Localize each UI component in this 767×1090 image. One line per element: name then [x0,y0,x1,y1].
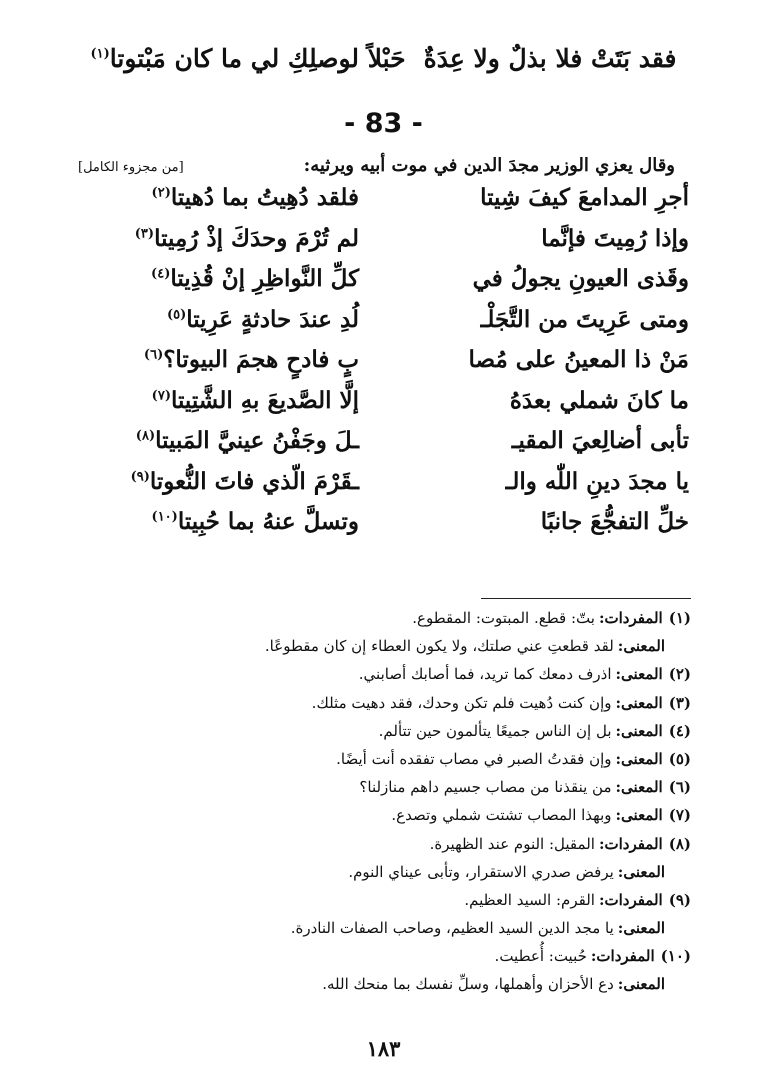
footnote-text: بتّ: قطع. المبتوت: المقطوع. [412,609,595,627]
footnote-line [60,914,691,942]
verse-second-hemistich: فلقد دُهِيتُ بما دُهيتا$^{(٢)}$ [151,184,360,211]
verse-second-hemistich: وتسلَّ عنهُ بما حُبِيتا$^{(١٠)}$ [151,508,360,535]
verse-line [78,225,689,266]
verse-line [78,184,689,225]
intro-text: وقال يعزي الوزير مجدَ الدين في موت أبيه ويرثيه: [303,155,675,176]
footnote-label: المعنى: [617,637,665,656]
verse-second-hemistich: إلَّا الصَّديعَ بهِ الشَّتِيتا$^{(٧)}$ [151,386,360,414]
footnote-number: (٧) [668,806,691,825]
footnote-line [60,717,691,745]
footnote-label: المعنى: [615,693,663,712]
footnote-label: المفردات: [598,890,663,909]
footnote-number: (٩) [668,890,691,909]
footnote-line [60,942,691,970]
footnote-ref: (٦) [143,347,164,363]
footnote-ref: (٧) [151,387,171,403]
poem [78,184,689,549]
footnote-ref: (٩) [130,468,150,484]
footnote-label: المعنى: [615,749,663,768]
verse-second-hemistich: لُدِ عندَ حادثةٍ عَرِيتا$^{(٥)}$ [166,305,360,333]
footnote-line [60,632,691,660]
footnote-line [60,689,691,717]
verse-second-hemistich: ـلَ وجَفْنُ عينيَّ المَبيتا$^{(٨)}$ [135,427,360,454]
footnote-line [60,745,691,773]
verse-first-hemistich: يا مجدَ دينِ اللّٰه والـ [505,467,689,495]
verse-first-hemistich: تأبى أضالِعيَ المقيـ [511,427,689,454]
footnote-label: المعنى: [615,806,663,825]
verse-first-hemistich: مَنْ ذا المعينُ على مُصا [468,346,689,373]
verse-line [78,346,689,387]
footnote-label: المعنى: [615,778,663,797]
footnote-line [60,830,691,858]
continued-verse [60,44,707,73]
verse-second-hemistich: لم تُرْمَ وحدَكَ إذْ رُمِيتا$^{(٣)}$ [134,224,360,252]
footnote-ref: (١) [90,46,110,62]
footnote-label: المعنى: [617,975,665,994]
verse-first-hemistich: وقَذى العيونِ يجولُ في [472,265,689,292]
footnote-number: (٨) [668,834,691,853]
footnote-label: المعنى: [617,862,665,881]
footnote-divider [481,598,691,599]
poem-introduction [78,155,675,176]
footnote-line [60,970,691,998]
verse-line [78,468,689,509]
footnote-line [60,660,691,688]
meter-label: [من مجزوء الكامل] [78,160,184,175]
verse-first-hemistich: ومتى عَرِيتَ من التَّجَلْـ [480,305,689,333]
footnote-text: يرفض صدري الاستقرار، وتأبى عيناي النوم. [348,862,614,881]
verse-line [78,387,689,428]
arabic-page-number: ١٨٣ [366,1036,401,1061]
verse-first-hemistich: وإذا رُمِيتَ فإنَّما [541,224,689,252]
footnote-label: المعنى: [615,665,663,684]
footnote-number: (٢) [668,665,691,684]
footnote-number: (٣) [668,693,691,712]
footnote-text: بل إن الناس جميعًا يتألمون حين تتألم. [378,721,612,740]
footnote-number: (٤) [668,721,691,740]
verse-first-hemistich: ما كانَ شملي بعدَهُ [509,386,689,414]
footnote-ref: (١٠) [151,509,178,525]
footnote-label: المفردات: [590,947,655,966]
footnote-text: وبهذا المصاب تشتت شملي وتصدع. [391,806,612,825]
footnote-ref: (٤) [151,266,171,282]
verse-second-hemistich: كلِّ النَّواظِرِ إنْ قُذِيتا$^{(٤)}$ [151,265,360,292]
verse-second-hemistich: ـقَرْمَ الّذي فاتَ النُّعوتا$^{(٩)}$ [130,467,360,495]
verse-line [78,427,689,468]
footnote-line [60,858,691,886]
footnote-text: وإن فقدتُ الصبر في مصاب تفقده أنت أيضًا. [336,749,612,768]
footnote-number: (١٠) [660,947,691,966]
footnote-line [60,773,691,801]
verse-line [78,265,689,306]
verse-first-hemistich: خلِّ التفجُّعَ جانبًا [540,508,689,535]
footnote-ref: (٣) [134,225,155,241]
footnote-label: المعنى: [617,919,665,938]
footnote-text: حُبيت: أُعطيت. [494,947,587,966]
footnote-text: من ينقذنا من مصاب جسيم داهم منازلنا؟ [359,778,612,797]
footnote-number: (٥) [668,749,691,768]
footnote-text: اذرف دمعك كما تريد، فما أصابك أصابني. [358,665,612,684]
footnote-text: القرم: السيد العظيم. [464,890,595,909]
verse-line [78,508,689,549]
footnotes [60,604,691,999]
verse-second-hemistich: حَبْلاً لوصلِكِ لي ما كان مَبْتوتا [109,44,406,73]
verse-first-hemistich: أجرِ المدامعَ كيفَ شِيتا [480,184,689,211]
page-number: - 83 - [344,108,423,139]
footnote-text: المقيل: النوم عند الظهيرة. [429,834,595,853]
verse-line [78,306,689,347]
footnote-line [60,604,691,632]
footnote-text: يا مجد الدين السيد العظيم، وصاحب الصفات النادرة. [290,919,614,938]
footnote-line [60,886,691,914]
footnote-ref: (٥) [166,306,187,322]
footnote-label: المفردات: [598,834,663,853]
verse-second-hemistich: بٍ فادحٍ هجمَ البيوتا؟$^{(٦)}$ [143,346,360,373]
footnote-number: (٦) [668,778,691,797]
footnote-text: دع الأحزان وأهملها، وسلِّ نفسك بما منحك الله. [322,975,614,994]
footnote-line [60,801,691,829]
verse-first-hemistich: فقد بَتَتْ فلا بذلٌ ولا عِدَةٌ [423,44,677,73]
footnote-ref: (٨) [135,428,156,444]
footnote-label: المفردات: [598,609,663,627]
footnote-number: (١) [668,609,691,627]
footnote-label: المعنى: [615,721,663,740]
footnote-text: لقد قطعتِ عني صلتك، ولا يكون العطاء إن كان مقطوعًا. [264,637,614,656]
footnote-ref: (٢) [151,185,171,201]
footnote-text: وإن كنت دُهيت فلم تكن وحدك، فقد دهيت مثلك. [311,693,612,712]
